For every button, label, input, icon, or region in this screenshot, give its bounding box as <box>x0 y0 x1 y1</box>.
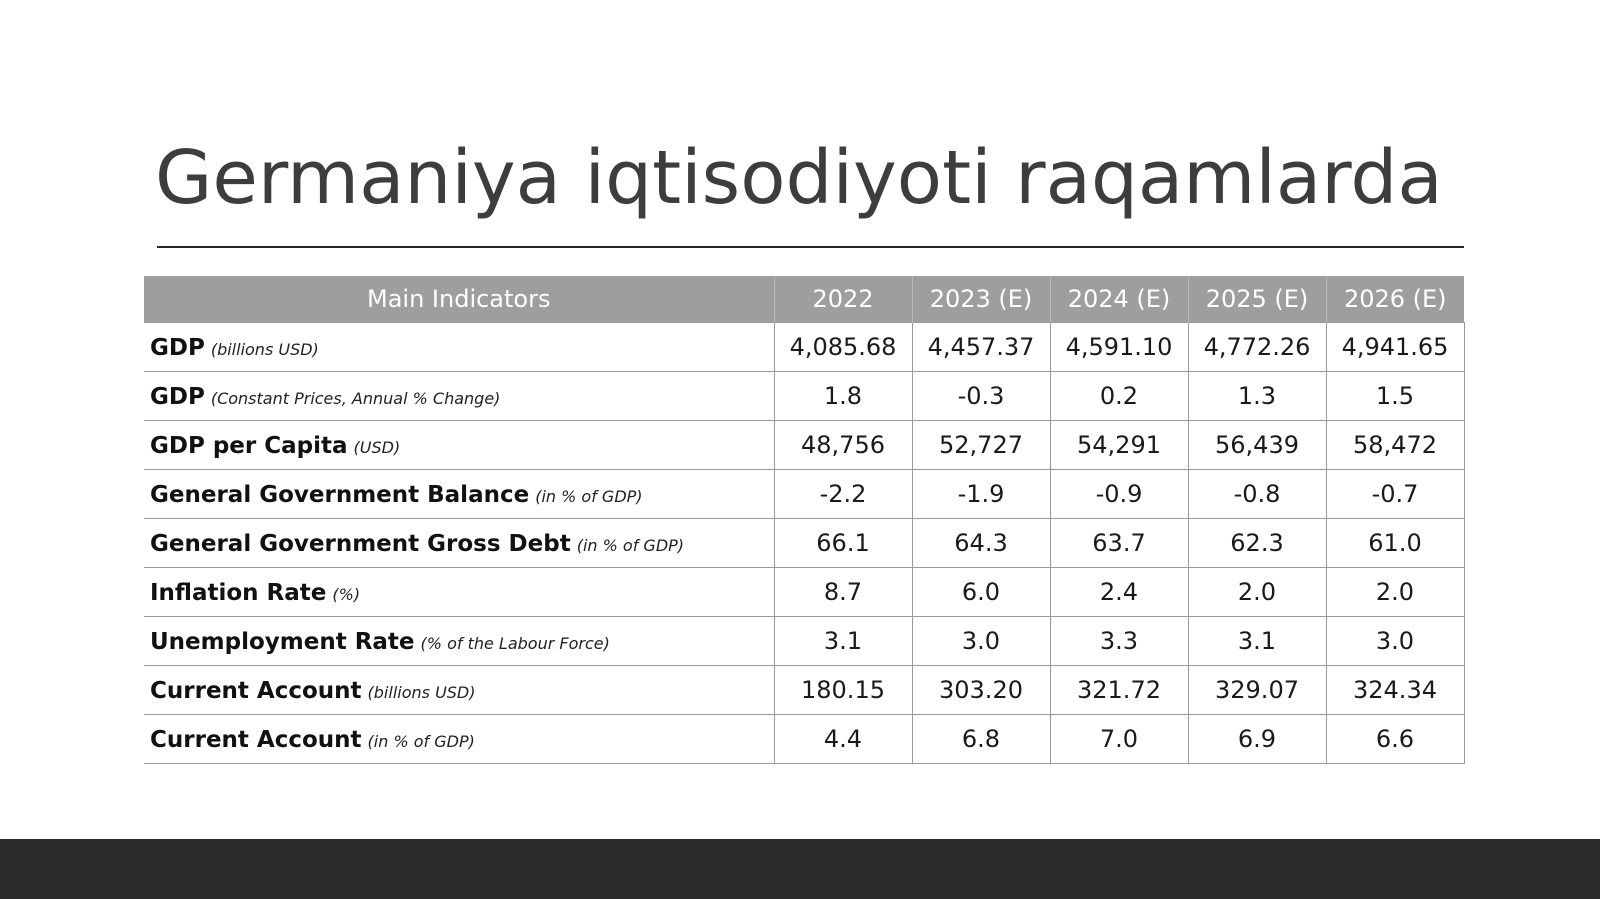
value-cell: 303.20 <box>912 666 1050 715</box>
value-cell: 2.0 <box>1188 568 1326 617</box>
table-row <box>144 519 1464 568</box>
row-label-cell <box>144 421 774 470</box>
column-header-main-indicators: Main Indicators <box>144 276 774 323</box>
value-cell: 56,439 <box>1188 421 1326 470</box>
value-cell: 4,772.26 <box>1188 323 1326 372</box>
table-body <box>144 323 1464 764</box>
value-cell: -2.2 <box>774 470 912 519</box>
column-header-2023: 2023 (E) <box>912 276 1050 323</box>
value-cell: 61.0 <box>1326 519 1464 568</box>
value-cell: 4,457.37 <box>912 323 1050 372</box>
value-cell: 3.1 <box>1188 617 1326 666</box>
column-header-2024: 2024 (E) <box>1050 276 1188 323</box>
row-label-cell <box>144 470 774 519</box>
table-row <box>144 372 1464 421</box>
indicator-unit: (billions USD) <box>367 683 476 702</box>
value-cell: 64.3 <box>912 519 1050 568</box>
indicator-unit: (in % of GDP) <box>535 487 643 506</box>
indicator-name: General Government Gross Debt <box>150 531 571 557</box>
table-row <box>144 715 1464 764</box>
value-cell: 4,591.10 <box>1050 323 1188 372</box>
row-label-cell <box>144 666 774 715</box>
value-cell: 1.5 <box>1326 372 1464 421</box>
value-cell: 321.72 <box>1050 666 1188 715</box>
value-cell: 1.8 <box>774 372 912 421</box>
value-cell: 3.0 <box>912 617 1050 666</box>
value-cell: -0.3 <box>912 372 1050 421</box>
value-cell: 324.34 <box>1326 666 1464 715</box>
value-cell: 2.4 <box>1050 568 1188 617</box>
indicator-name: GDP <box>150 384 205 410</box>
row-label-cell <box>144 568 774 617</box>
value-cell: 0.2 <box>1050 372 1188 421</box>
value-cell: -0.9 <box>1050 470 1188 519</box>
row-label-cell <box>144 372 774 421</box>
column-header-2022: 2022 <box>774 276 912 323</box>
value-cell: 329.07 <box>1188 666 1326 715</box>
title-divider <box>157 246 1464 248</box>
indicator-unit: (billions USD) <box>210 340 319 359</box>
indicator-unit: (%) <box>332 585 361 604</box>
value-cell: 6.0 <box>912 568 1050 617</box>
value-cell: 63.7 <box>1050 519 1188 568</box>
column-header-2026: 2026 (E) <box>1326 276 1464 323</box>
table-row <box>144 617 1464 666</box>
value-cell: 62.3 <box>1188 519 1326 568</box>
indicator-unit: (in % of GDP) <box>367 732 475 751</box>
value-cell: 54,291 <box>1050 421 1188 470</box>
row-label-cell <box>144 715 774 764</box>
indicators-table <box>144 276 1465 764</box>
value-cell: -1.9 <box>912 470 1050 519</box>
indicator-name: Current Account <box>150 727 362 753</box>
indicator-name: General Government Balance <box>150 482 530 508</box>
value-cell: 1.3 <box>1188 372 1326 421</box>
indicator-unit: (in % of GDP) <box>576 536 685 555</box>
indicator-name: GDP per Capita <box>150 433 348 459</box>
indicator-name: Current Account <box>150 678 362 704</box>
value-cell: 3.1 <box>774 617 912 666</box>
value-cell: 6.9 <box>1188 715 1326 764</box>
value-cell: 3.3 <box>1050 617 1188 666</box>
value-cell: 6.6 <box>1326 715 1464 764</box>
indicator-name: Inflation Rate <box>150 580 327 606</box>
value-cell: 8.7 <box>774 568 912 617</box>
column-header-2025: 2025 (E) <box>1188 276 1326 323</box>
value-cell: 180.15 <box>774 666 912 715</box>
value-cell: 4,941.65 <box>1326 323 1464 372</box>
value-cell: 2.0 <box>1326 568 1464 617</box>
value-cell: 7.0 <box>1050 715 1188 764</box>
value-cell: -0.7 <box>1326 470 1464 519</box>
indicator-name: Unemployment Rate <box>150 629 415 655</box>
value-cell: 3.0 <box>1326 617 1464 666</box>
indicator-unit: (USD) <box>353 438 401 457</box>
table-row <box>144 666 1464 715</box>
value-cell: 58,472 <box>1326 421 1464 470</box>
table-row <box>144 470 1464 519</box>
row-label-cell <box>144 617 774 666</box>
indicator-unit: (Constant Prices, Annual % Change) <box>210 389 501 408</box>
table-row <box>144 323 1464 372</box>
value-cell: 6.8 <box>912 715 1050 764</box>
bottom-bar <box>0 839 1600 899</box>
value-cell: 4,085.68 <box>774 323 912 372</box>
value-cell: -0.8 <box>1188 470 1326 519</box>
table-row <box>144 568 1464 617</box>
value-cell: 48,756 <box>774 421 912 470</box>
row-label-cell <box>144 519 774 568</box>
indicator-name: GDP <box>150 335 205 361</box>
row-label-cell <box>144 323 774 372</box>
table-header-row <box>144 276 1464 323</box>
table-row <box>144 421 1464 470</box>
value-cell: 52,727 <box>912 421 1050 470</box>
indicator-unit: (% of the Labour Force) <box>420 634 610 653</box>
slide-title: Germaniya iqtisodiyoti raqamlarda <box>155 135 1443 221</box>
value-cell: 4.4 <box>774 715 912 764</box>
value-cell: 66.1 <box>774 519 912 568</box>
